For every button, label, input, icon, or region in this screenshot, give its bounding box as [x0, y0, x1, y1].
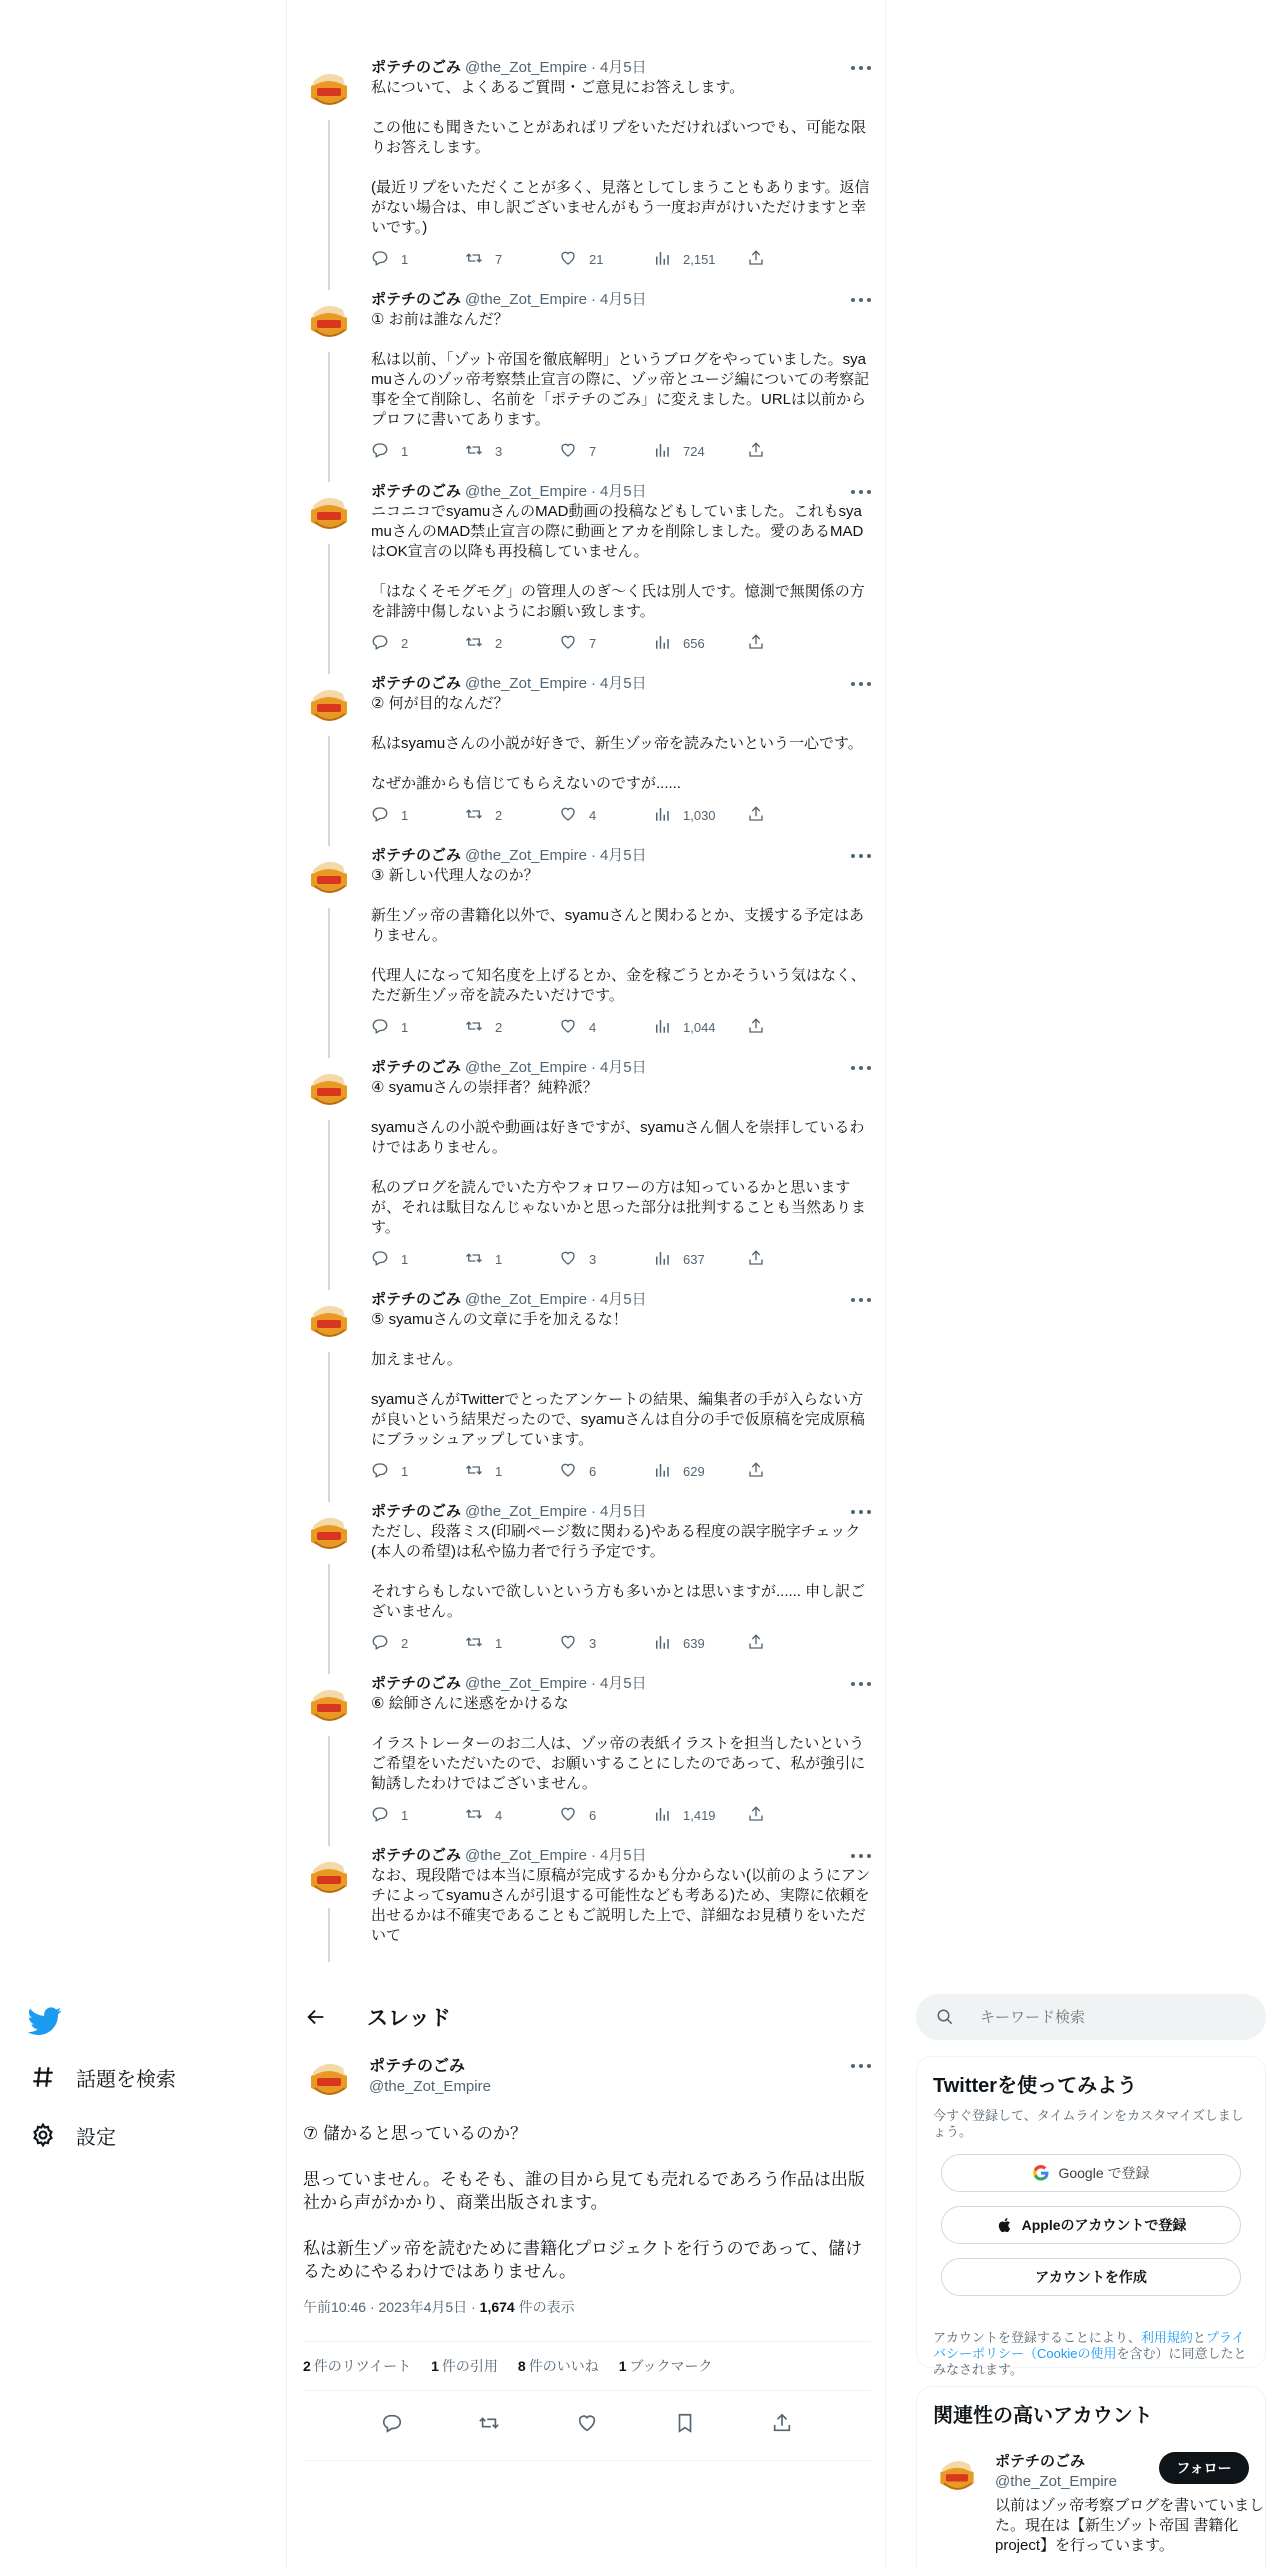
tweet-actions [371, 1012, 871, 1042]
tweet-text: ① お前は誰なんだ？ 私は以前、「ゾット帝国を徹底解明」というブログをやっていました。syamuさんのゾッ帝考察禁止宣言の際に、ゾッ帝とユージ編についての考察記事を全て削除し、名前を「ポテチのごみ」に変えました。URLは以前からプロフに書いてあります。 [371, 311, 870, 428]
like-button[interactable]: 21 [559, 249, 653, 270]
like-button[interactable]: 3 [559, 1249, 653, 1270]
reply-button[interactable]: 2 [371, 633, 465, 654]
author-handle[interactable]: @the_Zot_Empire [369, 2078, 491, 2095]
reply-icon [371, 1017, 401, 1038]
like-button[interactable]: 7 [559, 633, 653, 654]
more-options-icon[interactable] [851, 292, 871, 308]
share-icon [747, 249, 777, 270]
tweet-text: ニコニコでsyamuさんのMAD動画の投稿などもしていました。これもsyamuさんのMAD禁止宣言の際に動画とアカを削除しました。愛のあるMADはOK宣言の以降も再投稿していません。 「はなくそモグモグ」の管理人のぎ～く氏は別人です。憶測で無関係の方を誹謗中傷しないようにお願い致します。 [371, 503, 865, 620]
thread-connector-line [328, 736, 330, 846]
related-title: 関連性の高いアカウント [933, 2405, 1153, 2427]
tweet-meta: 午前10:46 · 2023年4月5日 · 1,674 件の表示 [303, 2299, 575, 2315]
more-options-icon[interactable] [851, 1060, 871, 1076]
like-icon[interactable] [576, 2412, 598, 2439]
share-button[interactable] [747, 1017, 841, 1038]
more-options-icon[interactable] [851, 1504, 871, 1520]
retweet-icon [465, 1017, 495, 1038]
tweet-header: ポテチのごみ @the_Zot_Empire · 4月5日 [371, 675, 647, 692]
more-options-icon[interactable] [851, 1292, 871, 1308]
related-accounts-card [916, 2386, 1266, 2568]
tweet-date[interactable]: 4月5日 [599, 847, 647, 864]
thread-connector-line [328, 908, 330, 1058]
tweet-date[interactable]: 4月5日 [599, 59, 647, 76]
share-icon [747, 1249, 777, 1270]
thread-connector-line [328, 352, 330, 482]
thread-tweet[interactable] [303, 290, 871, 466]
retweet-button[interactable]: 3 [465, 441, 559, 462]
retweet-button[interactable]: 7 [465, 249, 559, 270]
thread-connector-line [328, 1352, 330, 1502]
share-button[interactable] [747, 633, 841, 654]
focused-tweet-text: ⑦ 儲かると思っているのか？ 思っていません。そもそも、誰の目から見ても売れるであろう作品は出版社から声がかかり、商業出版されます。 私は新生ゾッ帝を読むために書籍化プロジェクトを行うのであって、儲けるためにやるわけではありません。 [303, 2124, 865, 2281]
author-handle[interactable]: @the_Zot_Empire [465, 1847, 587, 1864]
tweet-text: ⑥ 絵師さんに迷惑をかけるな イラストレーターのお二人は、ゾッ帝の表紙イラストを担当したいというご希望をいただいたので、お願いすることにしたのであって、私が強引に勧誘したわけではございません。 [371, 1695, 866, 1792]
share-icon [747, 1633, 777, 1654]
reply-button[interactable]: 1 [371, 1461, 465, 1482]
thread-tweet[interactable] [303, 674, 871, 830]
quotes-stat[interactable]: 1 件の引用 [431, 2358, 498, 2374]
reply-button[interactable]: 1 [371, 441, 465, 462]
gear-icon [28, 2120, 58, 2150]
author-handle[interactable]: @the_Zot_Empire [465, 1291, 587, 1308]
related-account-name[interactable]: ポテチのごみ [995, 2453, 1086, 2470]
avatar[interactable] [303, 296, 355, 348]
reply-button[interactable]: 1 [371, 1805, 465, 1826]
retweet-icon [465, 633, 495, 654]
tweet-stats [303, 2341, 871, 2391]
author-name[interactable]: ポテチのごみ [371, 675, 462, 692]
reply-button[interactable]: 1 [371, 805, 465, 826]
views-button[interactable]: 2,151 [653, 249, 747, 270]
tweet-header: ポテチのごみ @the_Zot_Empire · 4月5日 [371, 847, 647, 864]
author-name[interactable]: ポテチのごみ [371, 1059, 462, 1076]
signup-legal: アカウントを登録することにより、利用規約とプライバシーポリシー（Cookieの使用を含む）に同意したとみなされます。 [933, 2330, 1247, 2377]
tweet-date[interactable]: 4月5日 [599, 1847, 647, 1864]
views-icon [653, 441, 683, 462]
hashtag-icon [28, 2062, 58, 2092]
focused-tweet [303, 2050, 871, 2461]
like-icon [559, 1805, 589, 1826]
author-name[interactable]: ポテチのごみ [371, 291, 462, 308]
author-handle[interactable]: @the_Zot_Empire [465, 675, 587, 692]
nav-settings[interactable] [28, 2120, 116, 2150]
like-icon [559, 1249, 589, 1270]
thread-tweet[interactable] [303, 482, 871, 658]
nav-settings-label: 設定 [76, 2126, 116, 2149]
reply-icon [371, 249, 401, 270]
like-icon [559, 805, 589, 826]
author-name[interactable]: ポテチのごみ [371, 847, 462, 864]
views-icon [653, 1805, 683, 1826]
author-handle[interactable]: @the_Zot_Empire [465, 1503, 587, 1520]
search-box[interactable] [916, 1994, 1266, 2040]
reply-icon [371, 1249, 401, 1270]
tweet-header: ポテチのごみ @the_Zot_Empire · 4月5日 [371, 1847, 647, 1864]
avatar[interactable] [303, 1508, 355, 1560]
tweet-header: ポテチのごみ @the_Zot_Empire · 4月5日 [371, 1291, 647, 1308]
more-options-icon[interactable] [851, 1848, 871, 1864]
avatar[interactable] [303, 1296, 355, 1348]
share-icon [747, 1017, 777, 1038]
like-icon [559, 441, 589, 462]
avatar[interactable] [303, 680, 355, 732]
tweet-date[interactable]: 4月5日 [599, 291, 647, 308]
retweet-button[interactable]: 1 [465, 1249, 559, 1270]
tweet-header: ポテチのごみ @the_Zot_Empire · 4月5日 [371, 1059, 647, 1076]
thread-connector-line [328, 1908, 330, 1962]
avatar[interactable] [303, 1680, 355, 1732]
views-icon [653, 805, 683, 826]
retweet-icon [465, 249, 495, 270]
tweet-header: ポテチのごみ @the_Zot_Empire · 4月5日 [371, 1675, 647, 1692]
author-handle[interactable]: @the_Zot_Empire [465, 1675, 587, 1692]
views-icon [653, 1017, 683, 1038]
follow-button[interactable]: フォロー [1159, 2452, 1249, 2484]
tweet-text: ③ 新しい代理人なのか？ 新生ゾッ帝の書籍化以外で、syamuさんと関わるとか、支援する予定はありません。 代理人になって知名度を上げるとか、金を稼ごうとかそういう気はなく、ただ新生ゾッ帝を読みたいだけです。 [371, 867, 866, 1004]
more-options-icon[interactable] [851, 1676, 871, 1692]
focused-action-bar [303, 2391, 871, 2461]
reply-icon [371, 441, 401, 462]
related-account-bio: 以前はゾッ帝考察ブログを書いていました。現在は【新生ゾット帝国 書籍化project】を行っています。 [995, 2497, 1265, 2554]
tweet-views-label: 件の表示 [518, 2299, 575, 2315]
author-name[interactable]: ポテチのごみ [371, 1503, 462, 1520]
share-button[interactable] [747, 805, 841, 826]
related-account[interactable] [933, 2452, 1265, 2556]
retweet-button[interactable]: 2 [465, 1017, 559, 1038]
views-button[interactable]: 724 [653, 441, 747, 462]
terms-link[interactable]: 利用規約 [1140, 2330, 1193, 2345]
tweet-text: ② 何が目的なんだ？ 私はsyamuさんの小説が好きで、新生ゾッ帝を読みたいという一心です。 なぜか誰からも信じてもらえないのですが...... [371, 695, 863, 792]
retweet-icon [465, 1461, 495, 1482]
twitter-logo-icon[interactable] [28, 2004, 62, 2038]
reply-icon[interactable] [381, 2412, 403, 2439]
search-icon [936, 2008, 954, 2026]
nav-explore-label: 話題を検索 [76, 2068, 176, 2091]
views-button[interactable]: 1,419 [653, 1805, 747, 1826]
apple-signup-label: Appleのアカウントで登録 [1021, 2217, 1187, 2233]
thread-connector-line [328, 1120, 330, 1290]
tweet-date[interactable]: 4月5日 [599, 1291, 647, 1308]
signup-title: Twitterを使ってみよう [933, 2075, 1138, 2097]
more-options-icon[interactable] [851, 2058, 871, 2074]
tweet-text: ただし、段落ミス(印刷ページ数に関わる)やある程度の誤字脱字チェック(本人の希望)は私や協力者で行う予定です。 それすらもしないで欲しいという方も多いかとは思いますが...... 申し訳ございません。 [371, 1523, 866, 1620]
tweet-text: ⑤ syamuさんの文章に手を加えるな！ 加えません。 syamuさんがTwitterでとったアンケートの結果、編集者の手が入らない方が良いという結果だったので、syamuさんは自分の手で仮原稿を完成原稿にブラッシュアップしています。 [371, 1311, 865, 1448]
retweet-icon [465, 441, 495, 462]
thread-tweet[interactable] [303, 1674, 871, 1830]
share-button[interactable] [747, 249, 841, 270]
like-icon [559, 1461, 589, 1482]
reply-button[interactable]: 1 [371, 1249, 465, 1270]
avatar[interactable] [303, 2054, 355, 2106]
thread-connector-line [328, 544, 330, 674]
author-handle[interactable]: @the_Zot_Empire [465, 483, 587, 500]
tweet-text: 私について、よくあるご質問・ご意見にお答えします。 この他にも聞きたいことがあればリプをいただければいつでも、可能な限りお答えします。 (最近リプをいただくことが多く、見落としてしまうこともあります。返信がない場合は、申し訳ございませんがもう一度お声がけいただけますと幸いです。) [371, 79, 870, 236]
like-button[interactable]: 6 [559, 1461, 653, 1482]
thread-connector-line [328, 1736, 330, 1846]
avatar[interactable] [933, 2452, 981, 2500]
more-options-icon[interactable] [851, 484, 871, 500]
thread-tweet[interactable] [303, 1058, 871, 1274]
tweet-views-count: 1,674 [479, 2299, 515, 2315]
thread-tweet[interactable] [303, 58, 871, 274]
author-handle[interactable]: @the_Zot_Empire [465, 847, 587, 864]
nav-explore[interactable] [28, 2062, 176, 2092]
share-button[interactable] [747, 1633, 841, 1654]
share-button[interactable] [747, 441, 841, 462]
retweet-icon[interactable] [478, 2412, 500, 2439]
bookmark-icon[interactable] [674, 2412, 696, 2439]
retweet-button[interactable]: 4 [465, 1805, 559, 1826]
retweet-icon [465, 805, 495, 826]
retweets-stat[interactable]: 2 件のリツイート [303, 2358, 412, 2374]
back-arrow-icon[interactable] [303, 2004, 329, 2030]
share-icon [747, 805, 777, 826]
tweet-actions [371, 800, 871, 830]
reply-icon [371, 1461, 401, 1482]
thread-tweet[interactable] [303, 1502, 871, 1658]
reply-button[interactable]: 2 [371, 1633, 465, 1654]
author-name[interactable]: ポテチのごみ [369, 2058, 466, 2075]
share-button[interactable] [747, 1461, 841, 1482]
retweet-button[interactable]: 2 [465, 633, 559, 654]
likes-stat[interactable]: 8 件のいいね [517, 2358, 599, 2374]
tweet-header: ポテチのごみ @the_Zot_Empire · 4月5日 [371, 59, 647, 76]
reply-icon [371, 805, 401, 826]
tweet-date[interactable]: 2023年4月5日 [378, 2299, 468, 2315]
cookie-link[interactable]: （Cookieの使用 [1024, 2346, 1117, 2361]
author-name[interactable]: ポテチのごみ [371, 59, 462, 76]
tweet-text: なお、現段階では本当に原稿が完成するかも分からない(以前のようにアンチによってsyamuさんが引退する可能性なども考ある)ため、実際に依頼を出せるかは不確実であることもご説明した上で、詳細なお見積りをいただいて [371, 1867, 871, 1944]
like-icon [559, 1633, 589, 1654]
tweet-actions [371, 244, 871, 274]
share-icon [747, 441, 777, 462]
like-button[interactable]: 6 [559, 1805, 653, 1826]
thread-list [303, 58, 871, 1946]
tweet-date[interactable]: 4月5日 [599, 675, 647, 692]
apple-icon [996, 2216, 1014, 2234]
like-icon [559, 1017, 589, 1038]
google-signup-label: Google で登録 [1058, 2165, 1150, 2181]
views-icon [653, 249, 683, 270]
views-button[interactable]: 656 [653, 633, 747, 654]
tweet-header: ポテチのごみ @the_Zot_Empire · 4月5日 [371, 291, 647, 308]
author-handle[interactable]: @the_Zot_Empire [465, 59, 587, 76]
like-button[interactable]: 4 [559, 805, 653, 826]
views-icon [653, 1633, 683, 1654]
create-account-label: アカウントを作成 [1035, 2269, 1147, 2285]
thread-tweet[interactable] [303, 846, 871, 1042]
privacy-link[interactable]: プライバシーポリシー [933, 2330, 1245, 2361]
like-icon [559, 633, 589, 654]
create-account-button[interactable] [941, 2258, 1241, 2296]
tweet-date[interactable]: 4月5日 [599, 1059, 647, 1076]
avatar[interactable] [303, 1064, 355, 1116]
tweet-header: ポテチのごみ @the_Zot_Empire · 4月5日 [371, 483, 647, 500]
tweet-time[interactable]: 午前10:46 [303, 2299, 367, 2315]
reply-button[interactable]: 1 [371, 1017, 465, 1038]
signup-card [916, 2056, 1266, 2377]
search-input[interactable] [980, 2009, 1240, 2026]
views-button[interactable]: 637 [653, 1249, 747, 1270]
views-icon [653, 1249, 683, 1270]
retweet-button[interactable]: 1 [465, 1633, 559, 1654]
tweet-date[interactable]: 4月5日 [599, 1503, 647, 1520]
retweet-icon [465, 1633, 495, 1654]
reply-icon [371, 1633, 401, 1654]
reply-icon [371, 633, 401, 654]
thread-connector-line [328, 120, 330, 290]
more-options-icon[interactable] [851, 676, 871, 692]
retweet-button[interactable]: 1 [465, 1461, 559, 1482]
like-button[interactable]: 4 [559, 1017, 653, 1038]
reply-button[interactable]: 1 [371, 249, 465, 270]
author-name[interactable]: ポテチのごみ [371, 1675, 462, 1692]
bookmarks-stat[interactable]: 1 ブックマーク [618, 2358, 713, 2374]
share-icon [747, 1805, 777, 1826]
page-title: スレッド [367, 2007, 451, 2030]
tweet-header: ポテチのごみ @the_Zot_Empire · 4月5日 [371, 1503, 647, 1520]
signup-subtitle: 今すぐ登録して、タイムラインをカスタマイズしましょう。 [933, 2108, 1244, 2139]
views-button[interactable]: 639 [653, 1633, 747, 1654]
retweet-icon [465, 1249, 495, 1270]
like-icon [559, 249, 589, 270]
share-icon[interactable] [771, 2412, 793, 2439]
tweet-date[interactable]: 4月5日 [599, 483, 647, 500]
views-icon [653, 1461, 683, 1482]
author-handle[interactable]: @the_Zot_Empire [465, 291, 587, 308]
tweet-actions [371, 1244, 871, 1274]
views-button[interactable]: 629 [653, 1461, 747, 1482]
share-icon [747, 1461, 777, 1482]
author-name[interactable]: ポテチのごみ [371, 1847, 462, 1864]
google-signup-button[interactable] [941, 2154, 1241, 2192]
tweet-text: ④ syamuさんの崇拝者？純粋派？ syamuさんの小説や動画は好きですが、syamuさん個人を崇拝しているわけではありません。 私のブログを読んでいた方やフォロワーの方は知っているかと思いますが、それは駄目なんじゃないかと思った部分は批判することも当然あります。 [371, 1079, 867, 1236]
thread-tweet[interactable] [303, 1846, 871, 1946]
more-options-icon[interactable] [851, 60, 871, 76]
share-icon [747, 633, 777, 654]
thread-tweet[interactable] [303, 1290, 871, 1486]
tweet-actions [371, 436, 871, 466]
retweet-icon [465, 1805, 495, 1826]
thread-connector-line [328, 1564, 330, 1674]
share-button[interactable] [747, 1805, 841, 1826]
avatar[interactable] [303, 488, 355, 540]
tweet-actions [371, 1456, 871, 1486]
author-handle[interactable]: @the_Zot_Empire [465, 1059, 587, 1076]
related-account-handle[interactable]: @the_Zot_Empire [995, 2473, 1117, 2490]
main-column [286, 0, 886, 2568]
avatar[interactable] [303, 852, 355, 904]
tweet-actions [371, 628, 871, 658]
share-button[interactable] [747, 1249, 841, 1270]
avatar[interactable] [303, 1852, 355, 1904]
author-name[interactable]: ポテチのごみ [371, 1291, 462, 1308]
more-options-icon[interactable] [851, 848, 871, 864]
views-button[interactable]: 1,030 [653, 805, 747, 826]
retweet-button[interactable]: 2 [465, 805, 559, 826]
reply-icon [371, 1805, 401, 1826]
author-name[interactable]: ポテチのごみ [371, 483, 462, 500]
avatar[interactable] [303, 64, 355, 116]
like-button[interactable]: 3 [559, 1633, 653, 1654]
tweet-actions [371, 1628, 871, 1658]
google-icon [1032, 2164, 1050, 2182]
like-button[interactable]: 7 [559, 441, 653, 462]
thread-header [287, 1984, 885, 2050]
tweet-actions [371, 1800, 871, 1830]
views-button[interactable]: 1,044 [653, 1017, 747, 1038]
apple-signup-button[interactable] [941, 2206, 1241, 2244]
tweet-date[interactable]: 4月5日 [599, 1675, 647, 1692]
views-icon [653, 633, 683, 654]
